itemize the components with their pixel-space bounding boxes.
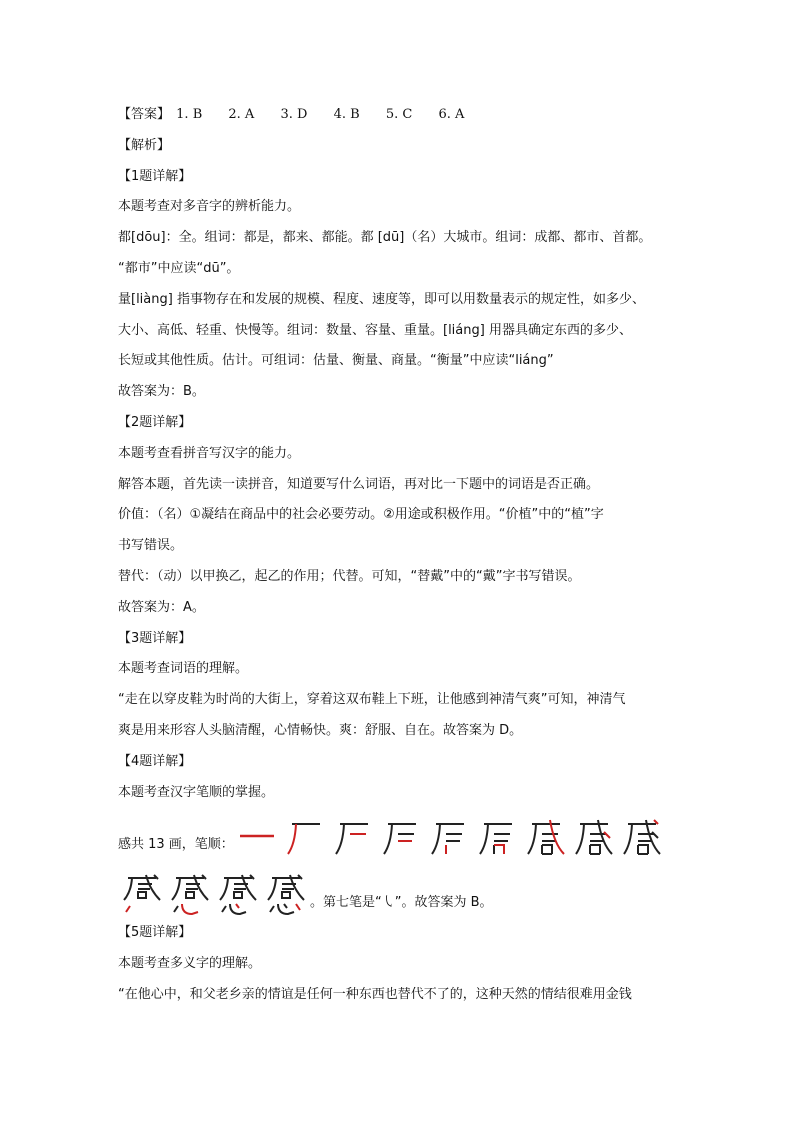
answer-item: 1. B [176,107,203,122]
answer-label: 【答案】 [118,107,171,122]
q3-line: “走在以穿皮鞋为时尚的大街上，穿着这双布鞋上下班，让他感到神清气爽”可知，神清气 [118,692,626,708]
stroke-step-9-icon [618,814,664,860]
q4-stroke-prefix: 感共 13 画，笔顺： [118,837,234,853]
stroke-order-row-2 [118,860,678,918]
stroke-step-6-icon [474,814,520,860]
answer-item: 5. C [385,107,413,122]
stroke-step-3-icon [330,814,376,860]
q5-line: “在他心中，和父老乡亲的情谊是任何一种东西也替代不了的，这种天然的情结很难用金钱 [118,986,632,1002]
q1-line: 大小、高低、轻重、快慢等。组词：数量、容量、重量。[liáng] 用器具确定东西的多少、 [118,322,632,338]
q1-heading: 【1题详解】 [118,168,192,184]
answer-item: 6. A [438,107,465,122]
q1-line: 本题考查对多音字的辨析能力。 [118,199,301,215]
answer-item: 3. D [280,107,308,122]
q1-line: 长短或其他性质。估计。可组词：估量、衡量、商量。“衡量”中应读“liáng” [118,353,554,369]
analysis-label: 【解析】 [118,137,171,153]
stroke-step-8-icon [570,814,616,860]
q1-line: “都市”中应读“dū”。 [118,260,240,276]
stroke-step-2-icon [282,814,328,860]
q4-stroke-suffix: 。第七笔是“㇂”。故答案为 B。 [310,895,493,911]
stroke-step-5-icon [426,814,472,860]
q1-line: 都[dōu]：全。组词：都是，都来、都能。都 [dū]（名）大城市。组词：成都、都市、首都。 [118,230,652,246]
q3-line: 本题考查词语的理解。 [118,661,249,677]
stroke-step-1-icon [234,814,280,860]
q2-line: 本题考查看拼音写汉字的能力。 [118,445,301,461]
q2-line: 价值：（名）①凝结在商品中的社会必要劳动。②用途或积极作用。“价植”中的“植”字 [118,507,604,523]
answer-item: 4. B [333,107,360,122]
q5-line: 本题考查多义字的理解。 [118,956,262,972]
answer-item: 2. A [228,107,255,122]
q4-line: 本题考查汉字笔顺的掌握。 [118,784,275,800]
q3-heading: 【3题详解】 [118,630,192,646]
q2-line: 故答案为：A。 [118,599,205,615]
stroke-step-10-icon [118,872,164,918]
q4-heading: 【4题详解】 [118,753,192,769]
stroke-step-7-icon [522,814,568,860]
stroke-step-4-icon [378,814,424,860]
document-page [118,100,678,1011]
q1-line: 量[liàng] 指事物存在和发展的规模、程度、速度等，即可以用数量表示的规定性，如多少、 [118,291,645,307]
answer-line [118,100,678,131]
q5-heading: 【5题详解】 [118,925,192,941]
q3-line: 爽是用来形容人头脑清醒，心情畅快。爽：舒服、自在。故答案为 D。 [118,722,523,738]
stroke-step-12-icon [214,872,260,918]
q1-line: 故答案为：B。 [118,384,205,400]
stroke-order-row-1 [118,808,678,860]
stroke-step-13-icon [262,872,308,918]
q2-line: 解答本题，首先读一读拼音，知道要写什么词语，再对比一下题中的词语是否正确。 [118,476,600,492]
q2-line: 替代：（动）以甲换乙，起乙的作用；代替。可知，“替戴”中的“戴”字书写错误。 [118,568,581,584]
q2-line: 书写错误。 [118,538,184,554]
stroke-step-11-icon [166,872,212,918]
q2-heading: 【2题详解】 [118,414,192,430]
